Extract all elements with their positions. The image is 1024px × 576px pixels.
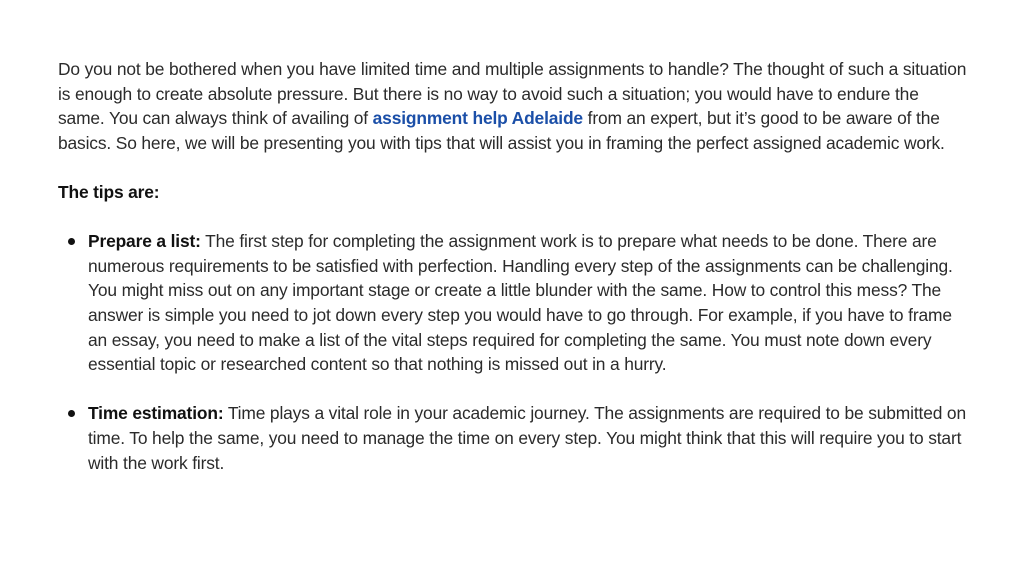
tip-item-prepare-list (58, 229, 968, 377)
intro-paragraph (58, 57, 968, 155)
intro-text-before-link: Do you not be bothered when you have limited time and multiple assignments to handle? The thought of such a situation is enough to create absolute pressure. But there is no way to avoid such a situation; you would have to endure the same. You can always think of availing of (58, 59, 967, 129)
intro-text-after-link: from an expert, but it’s good to be aware of the basics. So here, we will be presenting you with tips that will assist you in framing the perfect assigned academic work. (58, 108, 945, 153)
tips-heading: The tips are: (58, 181, 160, 202)
tip-title: Time estimation: (88, 403, 224, 424)
tip-item-time-estimation (58, 401, 968, 475)
bullet-icon (68, 410, 75, 417)
tips-list (58, 229, 968, 475)
bullet-icon (68, 238, 75, 245)
tip-text: Time plays a vital role in your academic journey. The assignments are required to be submitted on time. To help the same, you need to manage the time on every step. You might think that this will require you to start with the work first. (88, 403, 966, 473)
assignment-help-adelaide-link[interactable]: assignment help Adelaide (372, 108, 583, 129)
document-body (58, 57, 968, 500)
tip-text: The first step for completing the assignment work is to prepare what needs to be done. There are numerous requirements to be satisfied with perfection. Handling every step of the assignments can be challenging. You might miss out on any important stage or create a little blunder with the same. How to control this mess? The answer is simple you need to jot down every step you would have to go through. For example, if you have to frame an essay, you need to make a list of the vital steps required for completing the same. You must note down every essential topic or researched content so that nothing is missed out in a hurry. (88, 231, 953, 375)
tip-title: Prepare a list: (88, 231, 201, 252)
